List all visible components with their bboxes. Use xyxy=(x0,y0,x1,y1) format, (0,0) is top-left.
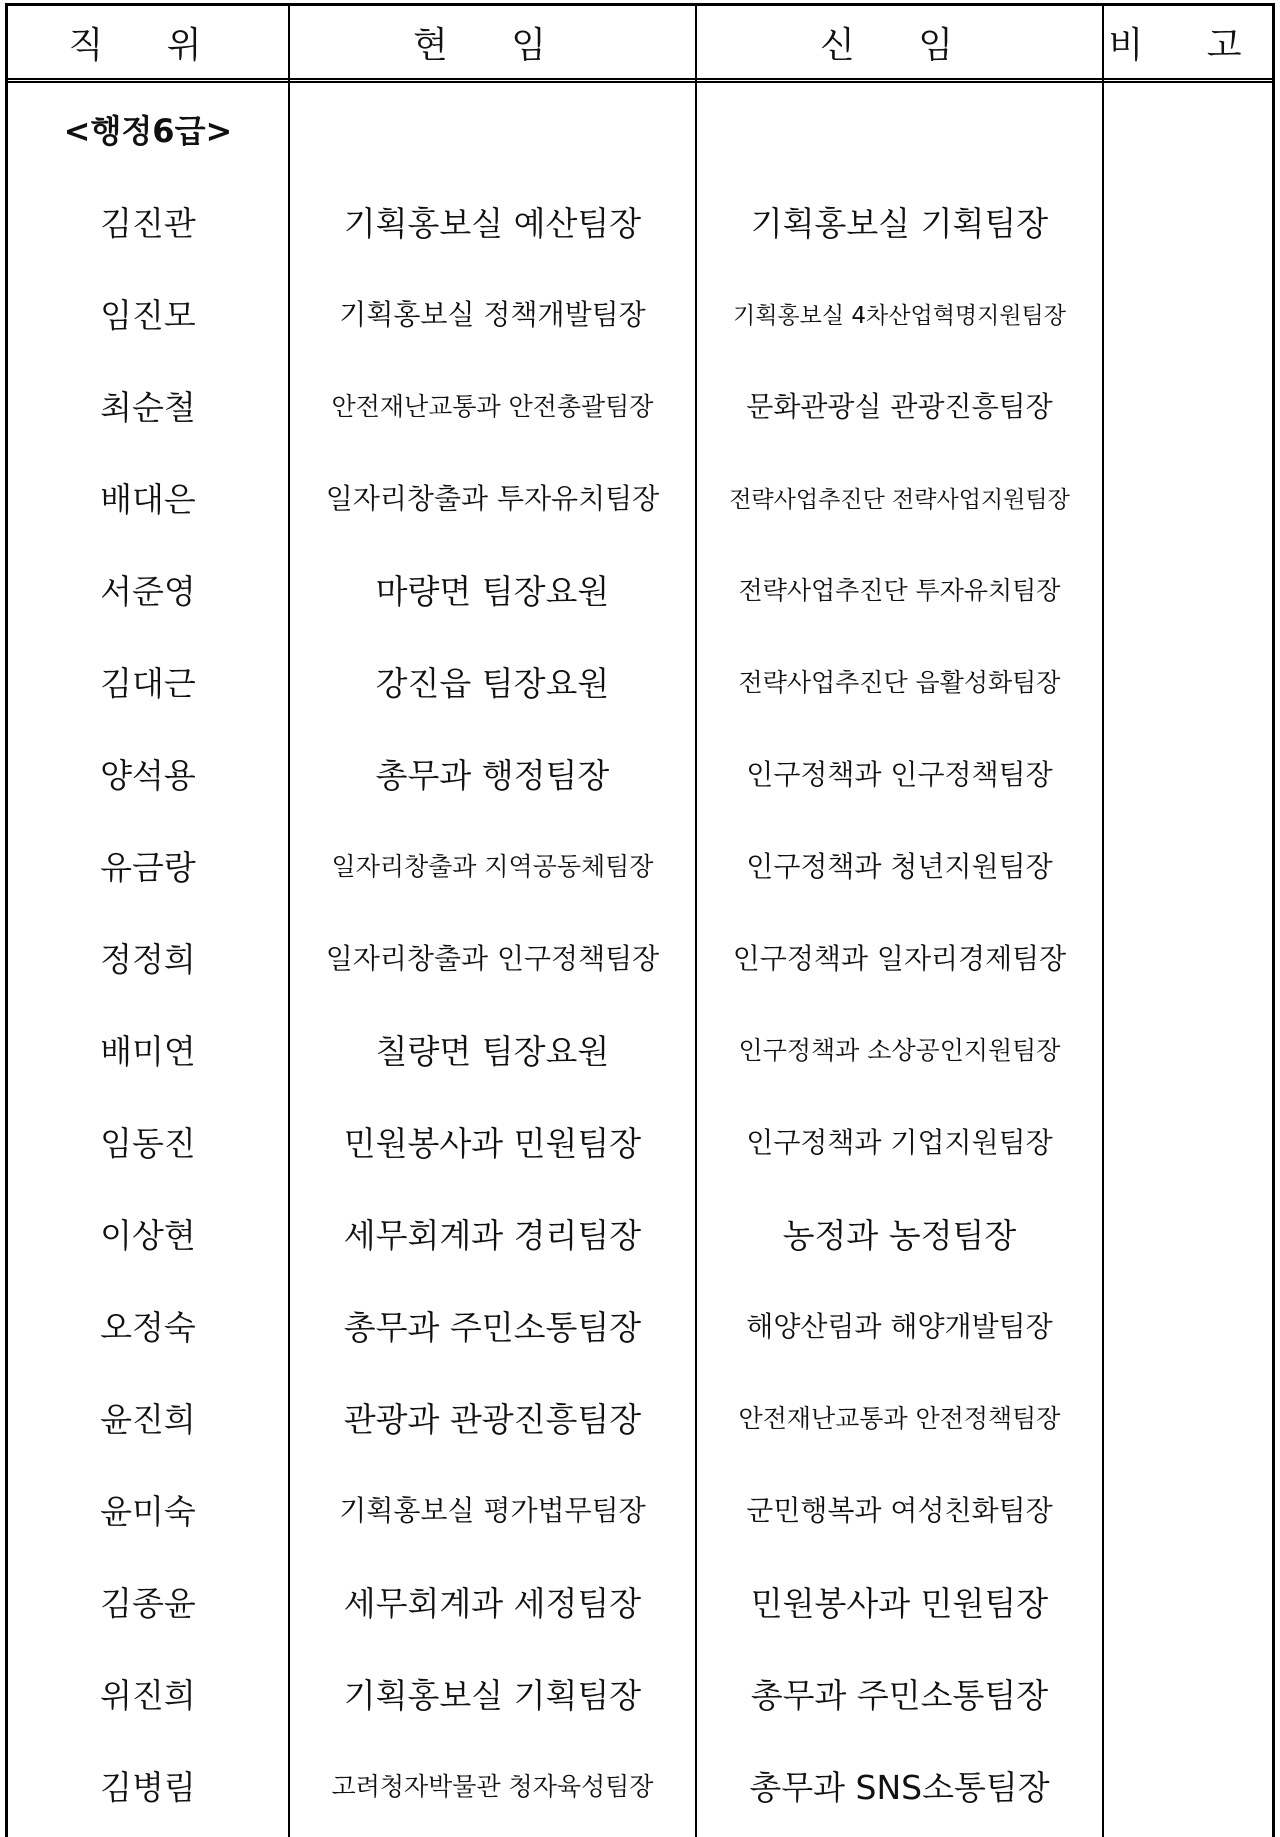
row-name: 윤진희 xyxy=(100,1399,196,1439)
row-new: 인구정책과 기업지원팀장 xyxy=(746,1126,1053,1159)
row-current: 민원봉사과 민원팀장 xyxy=(343,1123,642,1163)
row-new: 총무과 주민소통팀장 xyxy=(750,1675,1049,1715)
row-name: 정정희 xyxy=(100,939,196,979)
row-new: 민원봉사과 민원팀장 xyxy=(750,1583,1049,1623)
row-new: 농정과 농정팀장 xyxy=(782,1215,1017,1255)
row-new: 기획홍보실 4차산업혁명지원팀장 xyxy=(733,302,1066,329)
row-current: 칠량면 팀장요원 xyxy=(375,1031,610,1071)
row-name: 임동진 xyxy=(100,1123,196,1163)
row-name: 김병림 xyxy=(100,1767,196,1807)
table-row xyxy=(8,1279,1272,1371)
row-new: 군민행복과 여성친화팀장 xyxy=(746,1494,1053,1527)
row-current: 기획홍보실 기획팀장 xyxy=(343,1675,642,1715)
row-current: 총무과 행정팀장 xyxy=(375,755,610,795)
row-name: 이상현 xyxy=(100,1215,196,1255)
row-new: 총무과 SNS소통팀장 xyxy=(749,1767,1050,1807)
row-name: 양석용 xyxy=(100,755,196,795)
row-name: 김대근 xyxy=(100,663,196,703)
row-current: 마량면 팀장요원 xyxy=(375,571,610,611)
table-row xyxy=(8,819,1272,911)
table-row xyxy=(8,1647,1272,1739)
row-new: 인구정책과 인구정책팀장 xyxy=(746,758,1053,791)
row-new: 기획홍보실 기획팀장 xyxy=(750,203,1049,243)
table-row xyxy=(8,635,1272,727)
header-new: 신 임 xyxy=(820,24,979,66)
table-row xyxy=(8,1095,1272,1187)
row-current: 기획홍보실 정책개발팀장 xyxy=(339,298,646,331)
row-new: 전략사업추진단 투자유치팀장 xyxy=(738,576,1061,605)
table-row xyxy=(8,267,1272,359)
row-current: 세무회계과 세정팀장 xyxy=(343,1583,642,1623)
row-new: 안전재난교통과 안전정책팀장 xyxy=(738,1404,1061,1433)
row-new: 문화관광실 관광진흥팀장 xyxy=(746,390,1053,423)
table-row xyxy=(8,359,1272,451)
table-row xyxy=(8,727,1272,819)
row-name: 김진관 xyxy=(100,203,196,243)
row-new: 인구정책과 소상공인지원팀장 xyxy=(738,1036,1061,1065)
row-name: 오정숙 xyxy=(100,1307,196,1347)
header-position: 직 위 xyxy=(68,24,228,66)
row-new: 인구정책과 일자리경제팀장 xyxy=(732,942,1067,975)
row-new: 전략사업추진단 읍활성화팀장 xyxy=(738,668,1061,697)
row-current: 세무회계과 경리팀장 xyxy=(343,1215,642,1255)
row-new: 인구정책과 청년지원팀장 xyxy=(746,850,1053,883)
table-row xyxy=(8,543,1272,635)
table-row xyxy=(8,1463,1272,1555)
section-row xyxy=(8,83,1272,175)
row-name: 유금랑 xyxy=(100,847,196,887)
row-name: 윤미숙 xyxy=(100,1491,196,1531)
row-name: 최순철 xyxy=(100,387,196,427)
table-row xyxy=(8,1739,1272,1831)
row-name: 배미연 xyxy=(100,1031,196,1071)
table-row xyxy=(8,451,1272,543)
row-new: 전략사업추진단 전략사업지원팀장 xyxy=(729,486,1070,513)
row-new: 해양산림과 해양개발팀장 xyxy=(746,1310,1053,1343)
row-current: 일자리창출과 인구정책팀장 xyxy=(325,942,660,975)
table-row xyxy=(8,1187,1272,1279)
section-label: <행정6급> xyxy=(63,112,233,150)
table-row xyxy=(8,911,1272,1003)
row-current: 기획홍보실 평가법무팀장 xyxy=(339,1494,646,1527)
row-name: 배대은 xyxy=(100,479,196,519)
row-current: 강진읍 팀장요원 xyxy=(375,663,610,703)
row-current: 일자리창출과 투자유치팀장 xyxy=(325,482,660,515)
personnel-table xyxy=(5,3,1275,1837)
row-current: 고려청자박물관 청자육성팀장 xyxy=(331,1772,654,1801)
row-name: 김종윤 xyxy=(100,1583,196,1623)
header-note: 비 고 xyxy=(1108,24,1268,66)
table-row xyxy=(8,1555,1272,1647)
table-row xyxy=(8,1371,1272,1463)
header-current: 현 임 xyxy=(413,24,572,66)
table-header xyxy=(8,6,1272,83)
row-name: 서준영 xyxy=(100,571,196,611)
row-current: 총무과 주민소통팀장 xyxy=(343,1307,642,1347)
table-row xyxy=(8,1003,1272,1095)
row-current: 관광과 관광진흥팀장 xyxy=(343,1399,642,1439)
row-name: 위진희 xyxy=(100,1675,196,1715)
row-current: 기획홍보실 예산팀장 xyxy=(343,203,642,243)
row-current: 안전재난교통과 안전총괄팀장 xyxy=(331,392,654,421)
table-row xyxy=(8,175,1272,267)
row-current: 일자리창출과 지역공동체팀장 xyxy=(331,852,654,881)
row-name: 임진모 xyxy=(100,295,196,335)
